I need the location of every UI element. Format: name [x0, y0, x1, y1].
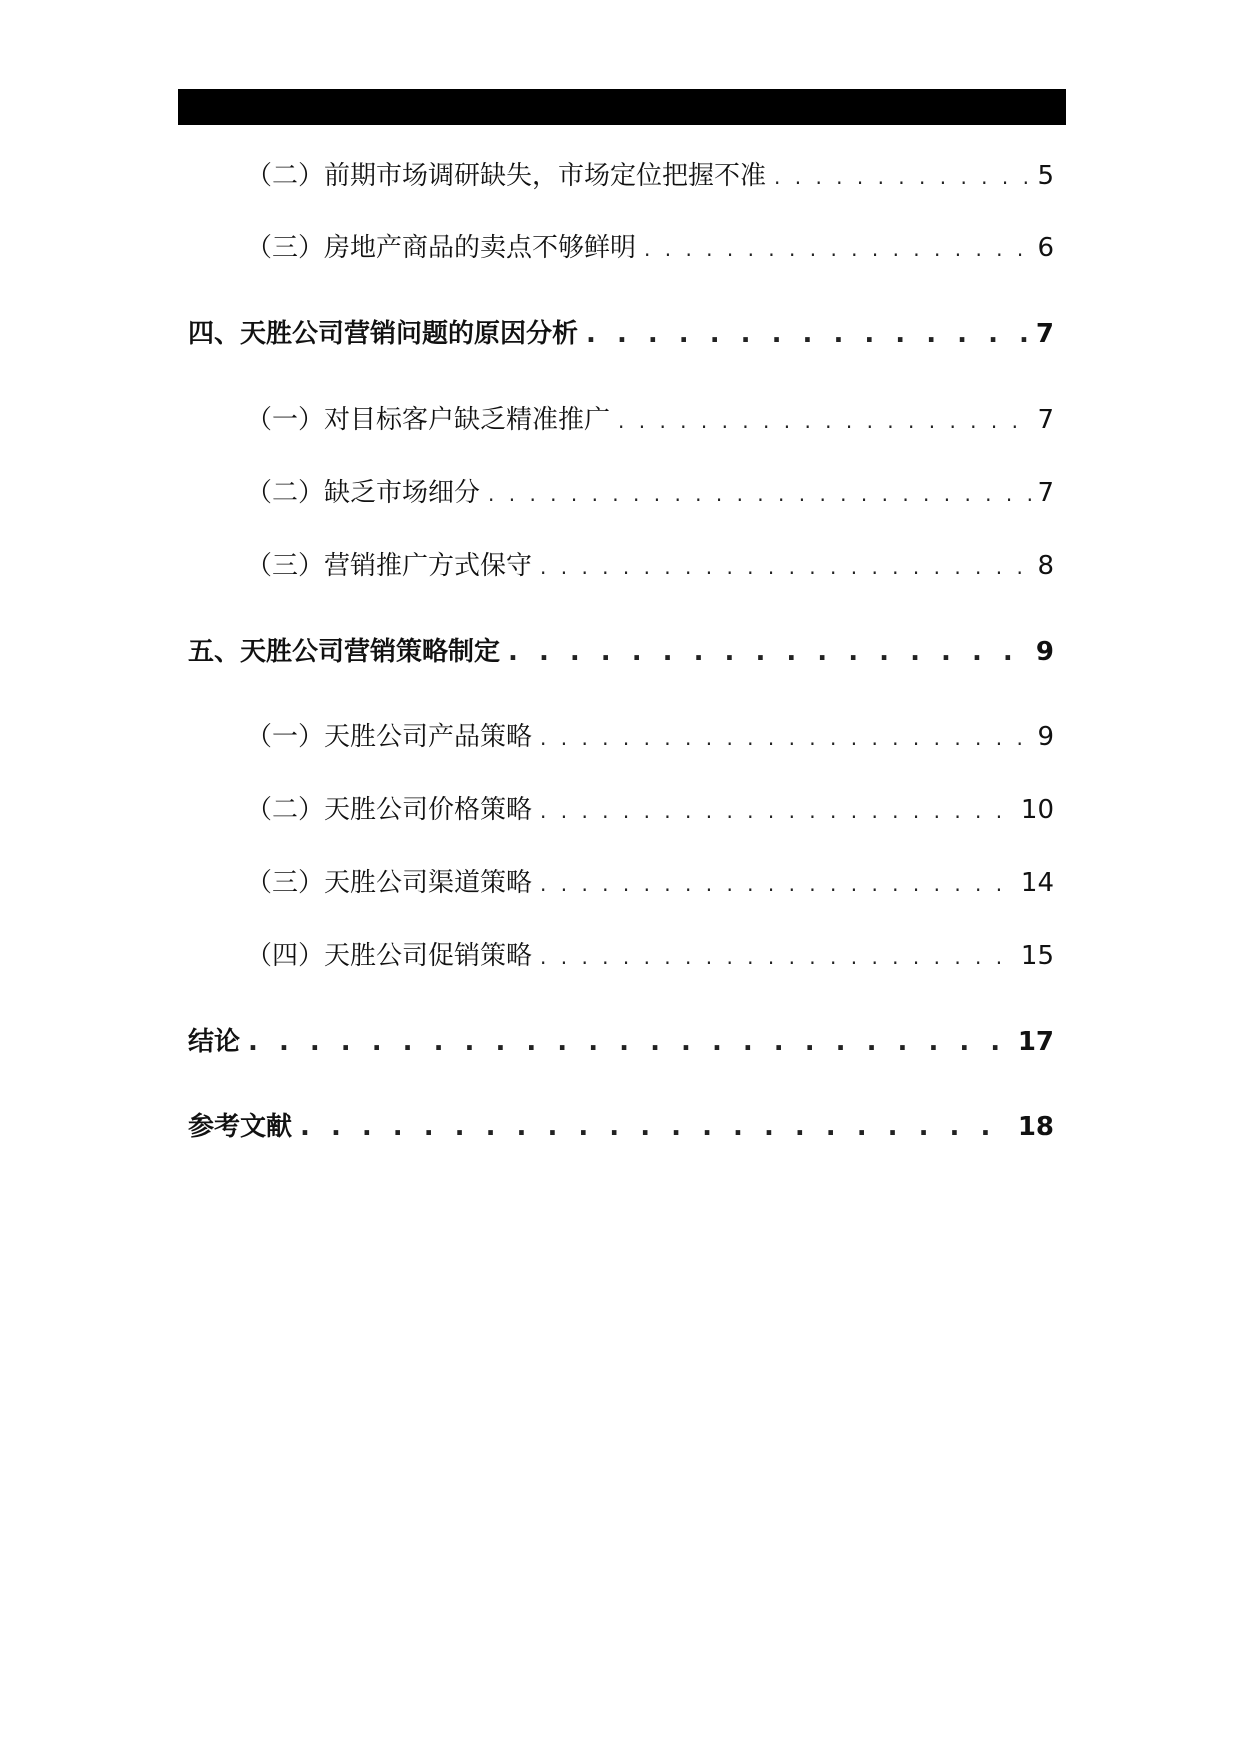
toc-entry-page: 6	[1037, 233, 1054, 263]
header-bar	[178, 89, 1066, 125]
toc-leader-dots	[488, 482, 1031, 506]
toc-entry-page: 14	[1020, 868, 1054, 898]
toc-entry-title: （二）缺乏市场细分	[246, 478, 481, 508]
toc-entry-page: 7	[1035, 319, 1054, 349]
toc-entry[interactable]	[188, 155, 1054, 192]
toc-entry-title: （一）天胜公司产品策略	[246, 722, 533, 752]
toc-entry[interactable]	[188, 862, 1054, 899]
toc-leader-dots	[618, 409, 1031, 433]
toc-entry-page: 10	[1020, 795, 1054, 825]
toc-leader-dots	[300, 1112, 1012, 1142]
toc-leader-dots	[586, 319, 1030, 349]
toc-entry-title: （一）对目标客户缺乏精准推广	[246, 405, 611, 435]
toc-entry-title: 四、天胜公司营销问题的原因分析	[188, 319, 579, 349]
toc-entry-page: 15	[1020, 941, 1054, 971]
toc-entry-chapter[interactable]	[188, 1106, 1054, 1143]
toc-entry-chapter[interactable]	[188, 631, 1054, 668]
toc-entry-title: （二）前期市场调研缺失，市场定位把握不准	[246, 161, 767, 191]
toc-entry-page: 8	[1037, 551, 1054, 581]
toc-entry-page: 9	[1037, 722, 1054, 752]
toc-leader-dots	[540, 872, 1015, 896]
toc-entry-page: 7	[1037, 478, 1054, 508]
toc-entry-page: 17	[1017, 1027, 1054, 1057]
toc-entry[interactable]	[188, 545, 1054, 582]
toc-leader-dots	[248, 1027, 1012, 1057]
toc-entry-title: （四）天胜公司促销策略	[246, 941, 533, 971]
toc-leader-dots	[540, 799, 1015, 823]
toc-entry[interactable]	[188, 716, 1054, 753]
toc-entry-title: 参考文献	[188, 1112, 293, 1142]
toc-entry-title: （二）天胜公司价格策略	[246, 795, 533, 825]
toc-entry-chapter[interactable]	[188, 313, 1054, 350]
toc-entry[interactable]	[188, 399, 1054, 436]
toc-entry-title: 五、天胜公司营销策略制定	[188, 637, 501, 667]
toc-entry-page: 9	[1035, 637, 1054, 667]
toc-entry-page: 18	[1017, 1112, 1054, 1142]
toc-leader-dots	[774, 165, 1031, 189]
toc-entry-page: 7	[1037, 405, 1054, 435]
toc-leader-dots	[540, 726, 1031, 750]
toc-entry[interactable]	[188, 472, 1054, 509]
toc-entry[interactable]	[188, 789, 1054, 826]
toc-entry-title: （三）房地产商品的卖点不够鲜明	[246, 233, 637, 263]
toc-entry[interactable]	[188, 935, 1054, 972]
toc-entry-title: （三）天胜公司渠道策略	[246, 868, 533, 898]
toc-entry-title: 结论	[188, 1027, 241, 1057]
toc-leader-dots	[508, 637, 1030, 667]
toc-leader-dots	[644, 237, 1031, 261]
toc-entry-title: （三）营销推广方式保守	[246, 551, 533, 581]
toc-entry-page: 5	[1037, 161, 1054, 191]
toc-entry[interactable]	[188, 227, 1054, 264]
toc-leader-dots	[540, 945, 1015, 969]
toc-leader-dots	[540, 555, 1031, 579]
toc-entry-chapter[interactable]	[188, 1021, 1054, 1058]
